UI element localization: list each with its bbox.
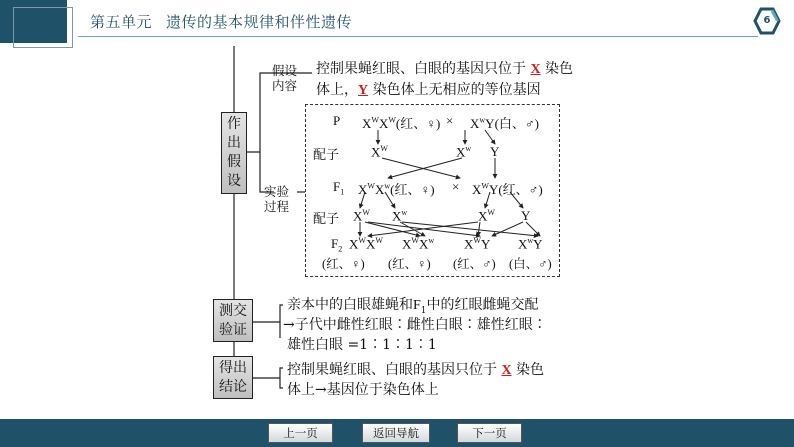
p-male-x: X <box>470 116 480 131</box>
conclusion-line-1 <box>287 360 544 381</box>
g1-xw-sup: W <box>380 144 388 153</box>
f2-phenotype-3: (红、♂) <box>453 257 496 271</box>
conclusion-line-1-a: 控制果蝇红眼、白眼的基因只位于 <box>287 362 497 378</box>
box-conclusion-label: 得出结论 <box>219 360 247 395</box>
f2-1-x1: X <box>349 236 359 252</box>
cross-f1-female <box>358 179 435 198</box>
f2-sub: 2 <box>338 244 343 254</box>
f1-sub: 1 <box>340 187 345 197</box>
p-male-y: Y <box>485 116 495 131</box>
f2-3-y: Y <box>480 236 491 252</box>
p-female-x1: X <box>362 116 372 131</box>
prev-page-button[interactable]: 上一页 <box>268 423 333 443</box>
f1-female-sup2: w <box>384 181 391 191</box>
gamete-label-1: 配子 <box>313 148 340 163</box>
f1-female-x2: X <box>374 182 385 197</box>
header-unit: 第五单元 <box>90 13 153 31</box>
gamete-2-d: Y <box>521 208 531 223</box>
f2-4-y: Y <box>533 236 543 252</box>
cross-f1-male <box>472 179 543 198</box>
testcross-f: F <box>413 298 421 313</box>
g2-c-sup: W <box>487 208 495 217</box>
p-female-phenotype: (红、♀) <box>395 116 441 131</box>
hypothesis-line-2-b: 染色体上无相应的等位基因 <box>372 82 541 98</box>
label-assumption: 假设内容 <box>272 63 298 93</box>
f2-2-s2: w <box>428 236 435 245</box>
next-page-button[interactable]: 下一页 <box>457 423 522 443</box>
g2-b-sup: w <box>401 208 408 217</box>
gamete-2-c <box>478 208 495 224</box>
f2-2-x2: X <box>418 236 429 252</box>
testcross-line-3: 雄性白眼 =1∶1∶1∶1 <box>287 337 437 353</box>
f2-4-s: w <box>527 236 534 245</box>
p-male-phenotype: (白、♂) <box>494 116 539 131</box>
conclusion-x-answer: X <box>501 363 512 378</box>
gamete-2-a <box>353 208 370 224</box>
hypothesis-line-1-b: 染色 <box>545 61 574 77</box>
f1-male-sup: W <box>481 181 489 191</box>
p-female-x2: X <box>378 116 389 131</box>
g2-c-x: X <box>478 208 488 224</box>
f1-male-y: Y <box>488 182 499 197</box>
f1-female-x1: X <box>358 182 368 197</box>
gamete-1-xW <box>371 144 388 160</box>
f2-phenotype-4: (白、♂) <box>509 257 552 271</box>
gamete-2-b <box>392 208 407 224</box>
gamete-label-2: 配子 <box>313 212 340 227</box>
box-make-hypothesis-label: 作出假设 <box>227 116 241 189</box>
f2-genotype-4 <box>518 236 543 252</box>
hypothesis-line-1-a: 控制果蝇红眼、白眼的基因只位于 <box>316 61 526 77</box>
header-chapter: 遗传的基本规律和伴性遗传 <box>166 13 353 31</box>
f2-f: F <box>331 236 339 251</box>
g2-a-x: X <box>353 208 363 224</box>
hypothesis-line-2-a: 体上， <box>316 82 358 98</box>
p-female-sup2: W <box>388 115 396 125</box>
testcross-line-2: →子代中雌性红眼∶雌性白眼∶雄性红眼∶ <box>283 317 547 333</box>
hypothesis-y-answer: Y <box>358 83 369 98</box>
g1-xw-x: X <box>371 144 381 160</box>
page-number: 6 <box>763 15 771 26</box>
p-male-sup: w <box>479 115 486 125</box>
f1-f: F <box>333 179 341 194</box>
f2-phenotype-1: (红、♀) <box>322 257 365 271</box>
label-experiment: 实验过程 <box>264 184 290 214</box>
f1-male-phenotype: (红、♂) <box>498 182 543 197</box>
f2-2-x1: X <box>402 236 412 252</box>
testcross-line-1-b: 中的红眼雌蝇交配 <box>426 297 539 313</box>
gamete-1-y: Y <box>490 144 500 159</box>
f2-genotype-2 <box>402 236 434 252</box>
p-female-sup1: W <box>371 115 379 125</box>
f2-3-x: X <box>464 236 474 252</box>
box-testcross-label: 测交验证 <box>219 303 247 338</box>
f2-2-s1: W <box>411 236 419 245</box>
hypothesis-x-answer: X <box>530 62 541 77</box>
f1-female-sup1: W <box>367 181 375 191</box>
f2-1-x2: X <box>365 236 376 252</box>
testcross-sub: 1 <box>420 305 427 316</box>
f2-phenotype-2: (红、♀) <box>388 257 431 271</box>
gamete-1-xw <box>456 144 471 160</box>
cross-f1-label <box>333 179 344 197</box>
cross-p-female <box>362 113 440 132</box>
cross-p-label: P <box>333 113 341 128</box>
f2-genotype-3 <box>464 236 490 252</box>
f2-genotype-1 <box>349 236 383 252</box>
g2-b-x: X <box>392 208 402 224</box>
f2-1-s2: W <box>375 236 383 245</box>
f2-1-s1: W <box>358 236 366 245</box>
g2-a-sup: W <box>362 208 370 217</box>
conclusion-line-1-b: 染色 <box>516 362 545 378</box>
cross-p-male <box>470 113 539 132</box>
back-to-nav-button[interactable]: 返回导航 <box>362 423 430 443</box>
g1-xw2-sup: w <box>465 144 472 153</box>
f2-4-x: X <box>518 236 528 252</box>
cross-f2-label <box>331 236 342 254</box>
f1-female-phenotype: (红、♀) <box>390 182 435 197</box>
g1-xw2-x: X <box>456 144 466 160</box>
cross-times-2: × <box>452 179 460 194</box>
f1-male-x: X <box>472 182 482 197</box>
conclusion-line-2: 体上→基因位于染色体上 <box>287 382 439 398</box>
cross-times-1: × <box>446 113 454 128</box>
f2-3-s: W <box>473 236 481 245</box>
testcross-line-1-a: 亲本中的白眼雄蝇和 <box>287 297 413 313</box>
